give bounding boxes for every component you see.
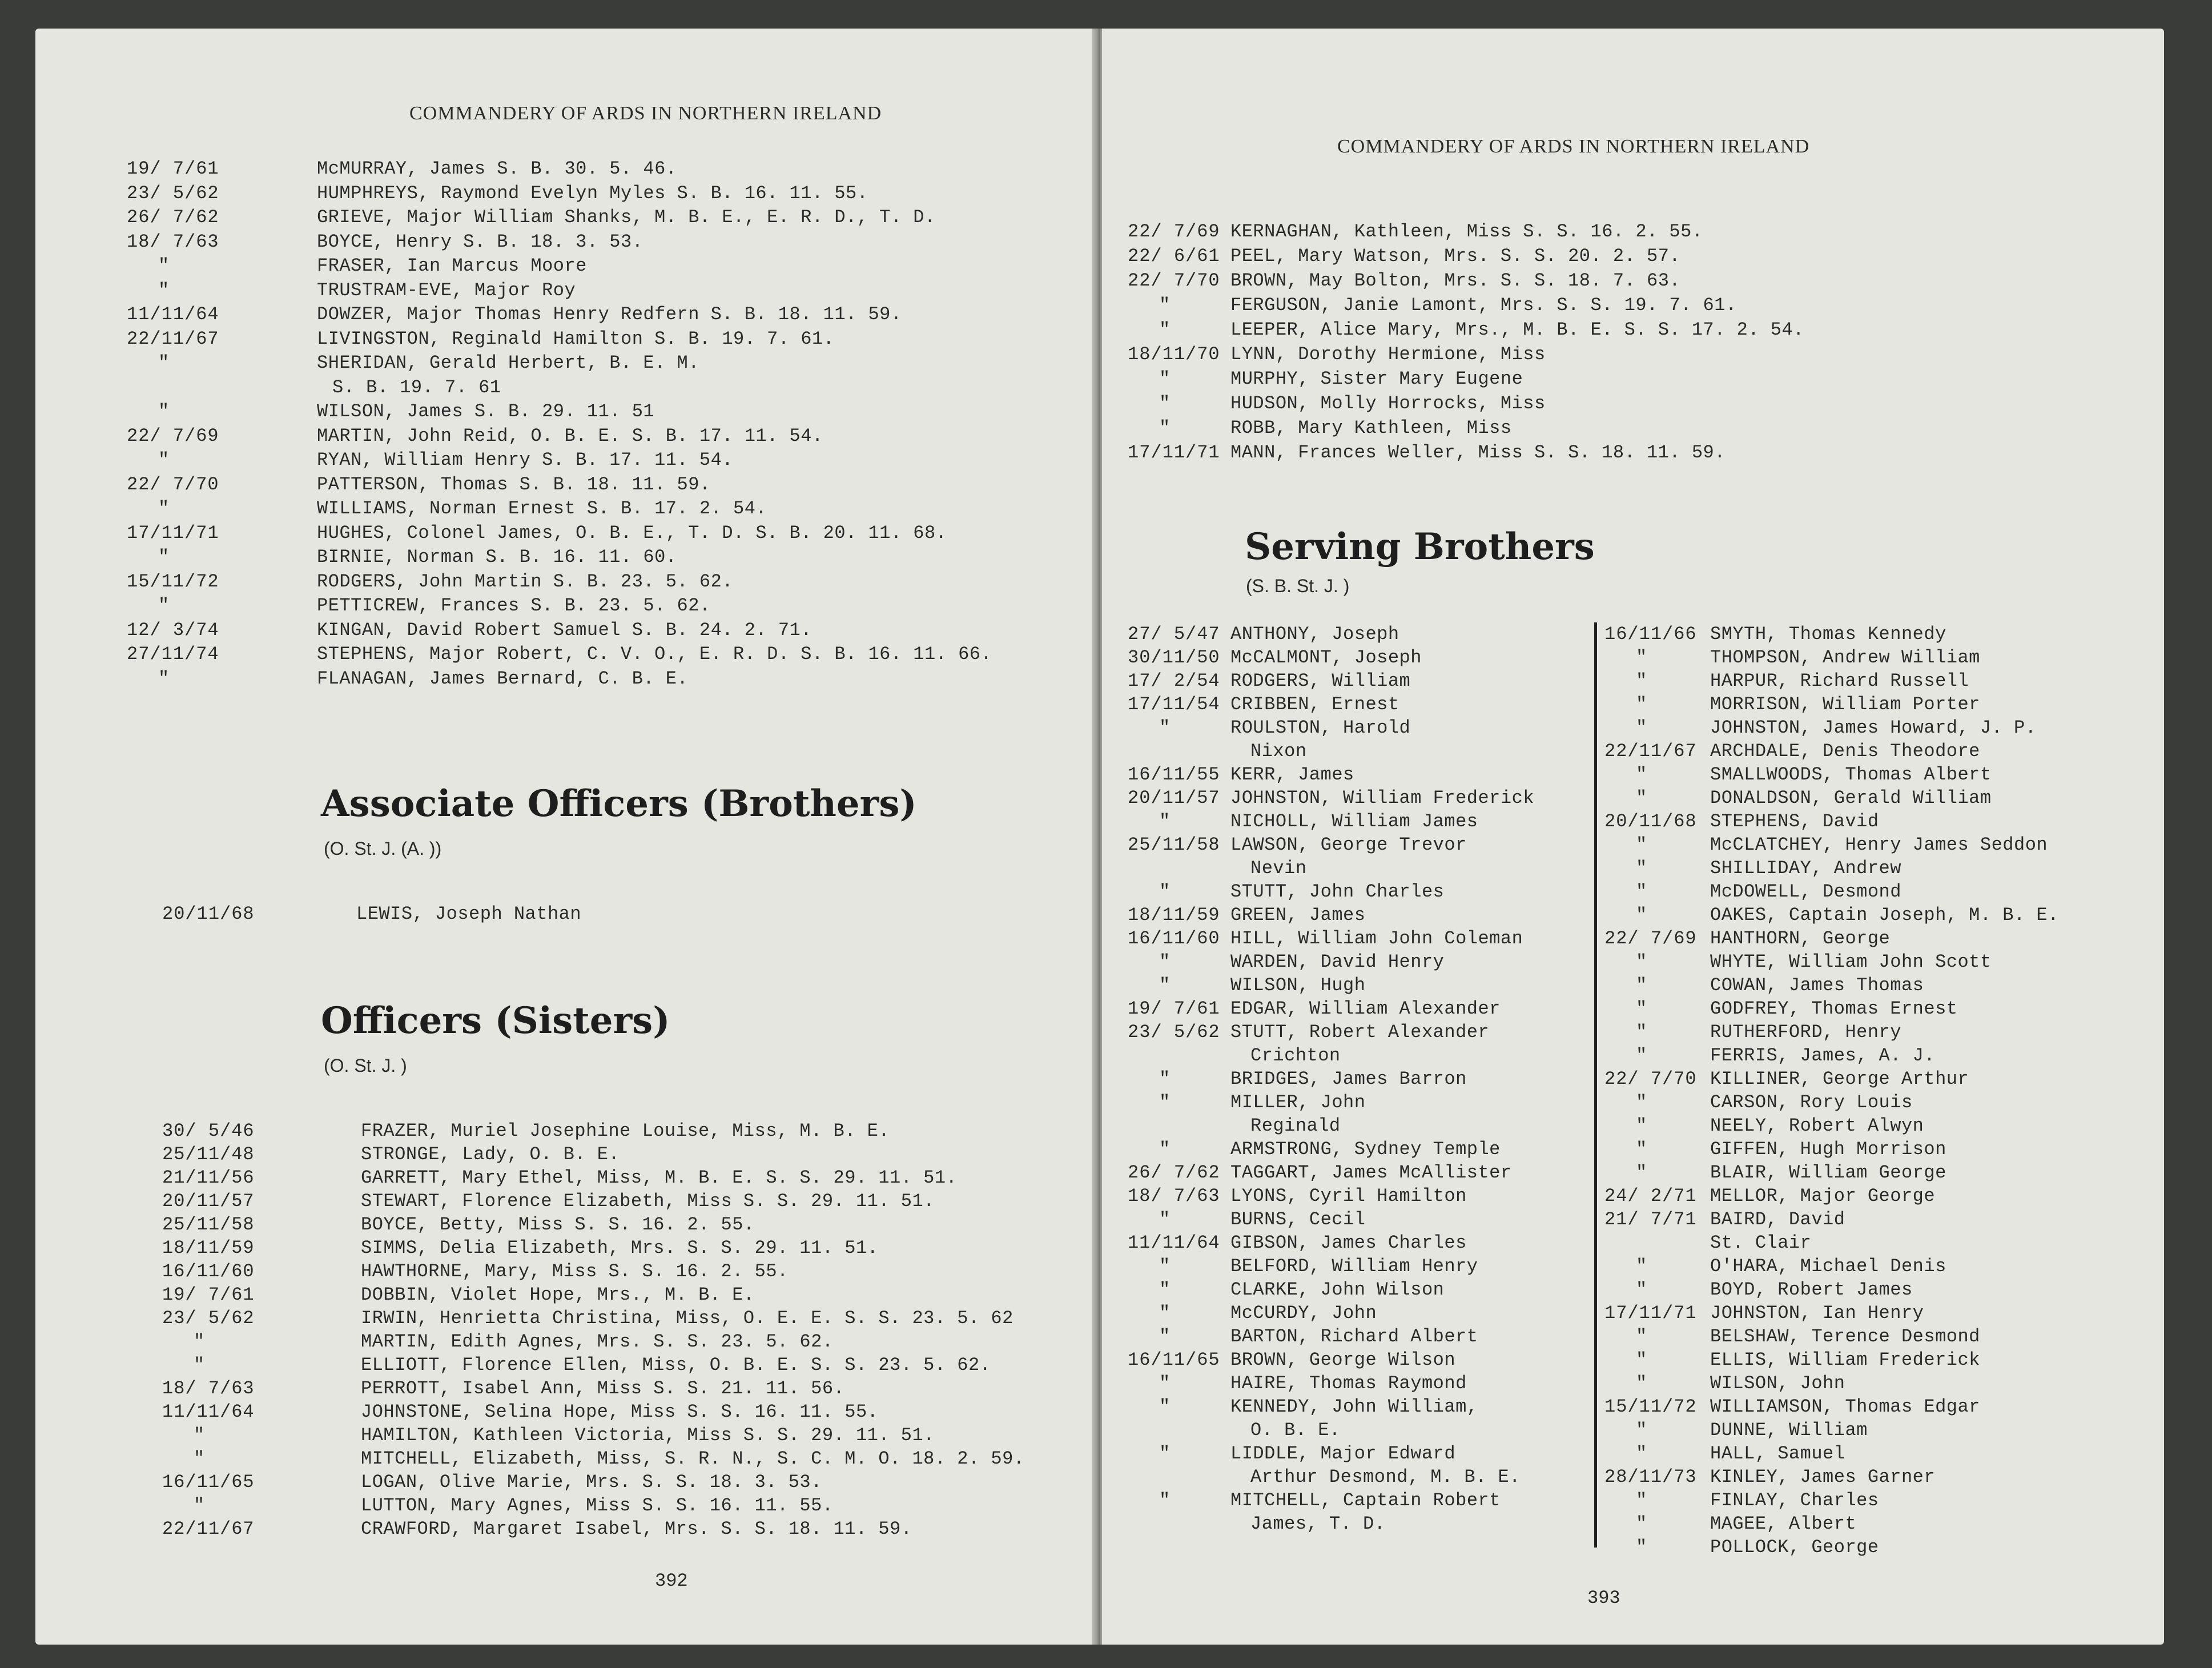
entry-name: POLLOCK, George [1710, 1537, 1879, 1558]
running-head: COMMANDERY OF ARDS IN NORTHERN IRELAND [409, 103, 882, 124]
entry-name: ANTHONY, Joseph [1230, 624, 1399, 645]
entry-name: O'HARA, Michael Denis [1710, 1256, 1946, 1277]
entry-date: " [1159, 1139, 1171, 1160]
entry-name: KINLEY, James Garner [1710, 1466, 1936, 1488]
entry-name: McCALMONT, Joseph [1230, 647, 1422, 668]
entry-date: 19/ 7/61 [162, 1284, 255, 1305]
entry-date: " [1636, 858, 1648, 879]
entry-name: STUTT, Robert Alexander [1230, 1022, 1490, 1043]
entry-date: 18/ 7/63 [127, 231, 219, 252]
entry-name: HAWTHORNE, Mary, Miss S. S. 16. 2. 55. [361, 1261, 789, 1282]
entry-name: SHILLIDAY, Andrew [1710, 858, 1901, 879]
entry-date: " [1159, 1396, 1171, 1417]
entry-date: " [158, 352, 170, 373]
entry-date: 18/ 7/63 [1128, 1185, 1220, 1207]
entry-name: WARDEN, David Henry [1230, 951, 1445, 972]
entry-name: STEWART, Florence Elizabeth, Miss S. S. 29. 11. 51. [361, 1191, 935, 1212]
entry-name: FINLAY, Charles [1710, 1490, 1879, 1511]
entry-name: CRIBBEN, Ernest [1230, 694, 1399, 715]
entry-name: MITCHELL, Captain Robert [1230, 1490, 1501, 1511]
entry-name: ARMSTRONG, Sydney Temple [1230, 1139, 1501, 1160]
entry-date: " [1636, 670, 1648, 692]
entry-date: " [1159, 1443, 1171, 1464]
entry-date: 18/11/59 [162, 1237, 255, 1259]
entry-date: " [1636, 1022, 1648, 1043]
entry-name: ROULSTON, Harold [1230, 717, 1411, 738]
entry-name: DOBBIN, Violet Hope, Mrs., M. B. E. [361, 1284, 755, 1305]
entry-name: JOHNSTON, Ian Henry [1710, 1303, 1924, 1324]
entry-date: 22/ 6/61 [1128, 246, 1220, 267]
entry-date: 27/ 5/47 [1128, 624, 1220, 645]
entry-name: McCLATCHEY, Henry James Seddon [1710, 834, 2048, 855]
entry-name: CARSON, Rory Louis [1710, 1092, 1913, 1113]
entry-date: " [1636, 1162, 1648, 1183]
section-subheading-serving: (S. B. St. J. ) [1246, 576, 1350, 596]
entry-date: 20/11/68 [1604, 811, 1697, 832]
entry-name: HARPUR, Richard Russell [1710, 670, 1969, 692]
entry-date: " [1636, 1537, 1648, 1558]
entry-date: 16/11/60 [1128, 928, 1220, 949]
entry-name: BARTON, Richard Albert [1230, 1326, 1478, 1347]
entry-date: " [1159, 1256, 1171, 1277]
entry-date: 26/ 7/62 [127, 207, 219, 228]
entry-date: 22/ 7/70 [1604, 1068, 1697, 1090]
entry-name: RODGERS, John Martin S. B. 23. 5. 62. [317, 570, 734, 592]
entry-date: " [158, 279, 170, 301]
entry-date: 20/11/57 [162, 1191, 255, 1212]
entry-date: 23/ 5/62 [127, 182, 219, 204]
entry-date: " [1159, 417, 1171, 439]
entry-name: CRAWFORD, Margaret Isabel, Mrs. S. S. 18. 11. 59. [361, 1518, 912, 1540]
entry-name: ELLIS, William Frederick [1710, 1349, 1980, 1370]
entry-date: " [158, 498, 170, 519]
entry-date: " [1159, 811, 1171, 832]
entry-name: O. B. E. [1250, 1420, 1341, 1441]
section-heading-associate: Associate Officers (Brothers) [321, 782, 917, 825]
entry-date: " [1159, 1068, 1171, 1090]
entry-name: TRUSTRAM-EVE, Major Roy [317, 279, 576, 301]
entry-date: 18/ 7/63 [162, 1378, 255, 1399]
entry-date: " [1159, 1209, 1171, 1230]
entry-name: ROBB, Mary Kathleen, Miss [1230, 417, 1512, 439]
entry-date: 19/ 7/61 [127, 158, 219, 179]
entry-date: " [1159, 368, 1171, 389]
entry-date: 18/11/70 [1128, 344, 1220, 365]
entry-date: " [1159, 1303, 1171, 1324]
entry-name: RYAN, William Henry S. B. 17. 11. 54. [317, 449, 734, 471]
entry-name: James, T. D. [1250, 1513, 1386, 1534]
entry-date: " [1636, 951, 1648, 972]
entry-date: " [1159, 1326, 1171, 1347]
entry-date: " [1636, 1490, 1648, 1511]
entry-date: 22/11/67 [162, 1518, 255, 1540]
right-page [1102, 29, 2164, 1645]
entry-date: 16/11/55 [1128, 764, 1220, 785]
entry-date: 16/11/65 [1128, 1349, 1220, 1370]
entry-date: 22/ 7/69 [1128, 221, 1220, 242]
entry-name: MELLOR, Major George [1710, 1185, 1936, 1207]
entry-date: 16/11/60 [162, 1261, 255, 1282]
entry-name: HUGHES, Colonel James, O. B. E., T. D. S. B. 20. 11. 68. [317, 522, 947, 544]
entry-name: IRWIN, Henrietta Christina, Miss, O. E. E. S. S. 23. 5. 62 [361, 1308, 1014, 1329]
entry-date: 27/11/74 [127, 644, 219, 665]
entry-date: " [1159, 951, 1171, 972]
entry-date: 11/11/64 [162, 1401, 255, 1422]
entry-name: BELFORD, William Henry [1230, 1256, 1478, 1277]
entry-name: GIFFEN, Hugh Morrison [1710, 1139, 1946, 1160]
entry-date: 30/11/50 [1128, 647, 1220, 668]
entry-date: " [1636, 717, 1648, 738]
entry-name: LIDDLE, Major Edward [1230, 1443, 1456, 1464]
entry-date: 21/11/56 [162, 1167, 255, 1188]
entry-name: GODFREY, Thomas Ernest [1710, 998, 1958, 1019]
entry-name: HUDSON, Molly Horrocks, Miss [1230, 393, 1546, 414]
entry-name: LAWSON, George Trevor [1230, 834, 1467, 855]
entry-name: Crichton [1250, 1045, 1341, 1066]
entry-date: 16/11/65 [162, 1472, 255, 1493]
entry-name: SMYTH, Thomas Kennedy [1710, 624, 1946, 645]
entry-date: 17/11/71 [1128, 442, 1220, 463]
entry-name: DOWZER, Major Thomas Henry Redfern S. B. 18. 11. 59. [317, 304, 902, 325]
entry-date: " [1159, 1092, 1171, 1113]
running-head: COMMANDERY OF ARDS IN NORTHERN IRELAND [1337, 136, 1810, 157]
entry-date: " [158, 668, 170, 689]
entry-name: SIMMS, Delia Elizabeth, Mrs. S. S. 29. 11. 51. [361, 1237, 879, 1259]
entry-date: 23/ 5/62 [162, 1308, 255, 1329]
entry-date: 17/ 2/54 [1128, 670, 1220, 692]
entry-date: 22/ 7/70 [127, 473, 219, 495]
entry-date: " [1159, 295, 1171, 316]
entry-name: KERNAGHAN, Kathleen, Miss S. S. 16. 2. 55. [1230, 221, 1703, 242]
entry-name: McDOWELL, Desmond [1710, 881, 1901, 902]
entry-name: SMALLWOODS, Thomas Albert [1710, 764, 1992, 785]
entry-date: " [194, 1495, 206, 1516]
entry-date: " [1159, 393, 1171, 414]
entry-date: 12/ 3/74 [127, 619, 219, 641]
entry-name: Nevin [1250, 858, 1307, 879]
entry-name: LEWIS, Joseph Nathan [356, 903, 582, 925]
entry-date: " [194, 1448, 206, 1469]
entry-name: WILSON, John [1710, 1373, 1845, 1394]
entry-name: LYONS, Cyril Hamilton [1230, 1185, 1467, 1207]
entry-name: BAIRD, David [1710, 1209, 1845, 1230]
entry-name: WILSON, James S. B. 29. 11. 51 [317, 401, 655, 422]
entry-date: " [158, 546, 170, 568]
section-heading-serving: Serving Brothers [1245, 525, 1595, 568]
entry-name: LIVINGSTON, Reginald Hamilton S. B. 19. 7. 61. [317, 328, 835, 349]
entry-date: " [1159, 1373, 1171, 1394]
entry-name: DONALDSON, Gerald William [1710, 787, 1992, 809]
entry-date: " [1159, 1490, 1171, 1511]
entry-name: MARTIN, Edith Agnes, Mrs. S. S. 23. 5. 62. [361, 1331, 834, 1352]
entry-date: " [1636, 787, 1648, 809]
entry-date: " [1636, 764, 1648, 785]
entry-date: 15/11/72 [127, 570, 219, 592]
entry-date: 20/11/57 [1128, 787, 1220, 809]
entry-name: WILLIAMSON, Thomas Edgar [1710, 1396, 1980, 1417]
entry-name: WILSON, Hugh [1230, 975, 1366, 996]
entry-date: " [1636, 647, 1648, 668]
entry-date: " [1636, 1443, 1648, 1464]
entry-name: McMURRAY, James S. B. 30. 5. 46. [317, 158, 677, 179]
entry-date: " [158, 449, 170, 471]
entry-name: MAGEE, Albert [1710, 1513, 1857, 1534]
entry-name: THOMPSON, Andrew William [1710, 647, 1980, 668]
entry-name: FERGUSON, Janie Lamont, Mrs. S. S. 19. 7. 61. [1230, 295, 1737, 316]
entry-name: FRASER, Ian Marcus Moore [317, 255, 587, 276]
entry-name: WILLIAMS, Norman Ernest S. B. 17. 2. 54. [317, 498, 767, 519]
entry-name: LOGAN, Olive Marie, Mrs. S. S. 18. 3. 53. [361, 1472, 822, 1493]
entry-name: JOHNSTON, William Frederick [1230, 787, 1534, 809]
entry-name: Reginald [1250, 1115, 1341, 1136]
section-heading-sisters: Officers (Sisters) [321, 999, 670, 1042]
entry-date: " [1636, 1256, 1648, 1277]
entry-name: STEPHENS, Major Robert, C. V. O., E. R. D. S. B. 16. 11. 66. [317, 644, 992, 665]
entry-date: " [1636, 834, 1648, 855]
entry-name: PATTERSON, Thomas S. B. 18. 11. 59. [317, 473, 711, 495]
entry-date: 18/11/59 [1128, 905, 1220, 926]
entry-date: " [1636, 1279, 1648, 1300]
entry-date: 22/11/67 [127, 328, 219, 349]
entry-name: LYNN, Dorothy Hermione, Miss [1230, 344, 1546, 365]
entry-name: JOHNSTON, James Howard, J. P. [1710, 717, 2037, 738]
entry-name: KILLINER, George Arthur [1710, 1068, 1969, 1090]
entry-date: 19/ 7/61 [1128, 998, 1220, 1019]
entry-name: BROWN, George Wilson [1230, 1349, 1456, 1370]
entry-date: 22/ 7/69 [127, 425, 219, 447]
column-divider [1594, 622, 1597, 1548]
entry-name: GARRETT, Mary Ethel, Miss, M. B. E. S. S. 29. 11. 51. [361, 1167, 958, 1188]
entry-name: DUNNE, William [1710, 1420, 1868, 1441]
entry-name: HANTHORN, George [1710, 928, 1891, 949]
entry-date: " [194, 1331, 206, 1352]
entry-date: " [1636, 1373, 1648, 1394]
entry-name: GRIEVE, Major William Shanks, M. B. E., E. R. D., T. D. [317, 207, 936, 228]
entry-name: St. Clair [1710, 1232, 1812, 1253]
entry-date: 26/ 7/62 [1128, 1162, 1220, 1183]
entry-date: " [1636, 905, 1648, 926]
entry-name: McCURDY, John [1230, 1303, 1377, 1324]
entry-name: BOYCE, Henry S. B. 18. 3. 53. [317, 231, 644, 252]
entry-date: 11/11/64 [1128, 1232, 1220, 1253]
entry-date: " [1159, 717, 1171, 738]
section-subheading-associate: (O. St. J. (A. )) [324, 838, 442, 859]
entry-name: BURNS, Cecil [1230, 1209, 1366, 1230]
entry-date: " [1636, 975, 1648, 996]
entry-date: " [1636, 881, 1648, 902]
entry-date: 21/ 7/71 [1604, 1209, 1697, 1230]
entry-name: TAGGART, James McAllister [1230, 1162, 1512, 1183]
entry-name: BRIDGES, James Barron [1230, 1068, 1467, 1090]
entry-date: 28/11/73 [1604, 1466, 1697, 1488]
entry-name: CLARKE, John Wilson [1230, 1279, 1445, 1300]
entry-name: RODGERS, William [1230, 670, 1411, 692]
entry-name: GREEN, James [1230, 905, 1366, 926]
entry-name: BELSHAW, Terence Desmond [1710, 1326, 1980, 1347]
entry-date: " [1636, 1420, 1648, 1441]
entry-name: KERR, James [1230, 764, 1354, 785]
entry-date: " [194, 1355, 206, 1376]
entry-name: ARCHDALE, Denis Theodore [1710, 741, 1980, 762]
entry-name: BOYCE, Betty, Miss S. S. 16. 2. 55. [361, 1214, 755, 1235]
entry-date: 25/11/58 [1128, 834, 1220, 855]
entry-name: SHERIDAN, Gerald Herbert, B. E. M. [317, 352, 699, 373]
entry-date: 25/11/48 [162, 1144, 255, 1165]
entry-date: 17/11/54 [1128, 694, 1220, 715]
entry-date: 24/ 2/71 [1604, 1185, 1697, 1207]
entry-name: BOYD, Robert James [1710, 1279, 1913, 1300]
entry-name: Nixon [1250, 741, 1307, 762]
entry-name: BIRNIE, Norman S. B. 16. 11. 60. [317, 546, 677, 568]
entry-name: MILLER, John [1230, 1092, 1366, 1113]
entry-name: MURPHY, Sister Mary Eugene [1230, 368, 1523, 389]
entry-date: " [1636, 998, 1648, 1019]
entry-date: " [1636, 1092, 1648, 1113]
left-page [35, 29, 1096, 1645]
entry-name: JOHNSTONE, Selina Hope, Miss S. S. 16. 11. 55. [361, 1401, 879, 1422]
entry-name: GIBSON, James Charles [1230, 1232, 1467, 1253]
page-number: 393 [1587, 1587, 1620, 1609]
entry-name: HILL, William John Coleman [1230, 928, 1523, 949]
entry-name: MANN, Frances Weller, Miss S. S. 18. 11. 59. [1230, 442, 1726, 463]
entry-name: FERRIS, James, A. J. [1710, 1045, 1936, 1066]
entry-name: WHYTE, William John Scott [1710, 951, 1992, 972]
entry-date: " [1159, 1279, 1171, 1300]
entry-date: 22/ 7/70 [1128, 270, 1220, 291]
entry-date: " [1159, 975, 1171, 996]
entry-date: " [1636, 1045, 1648, 1066]
entry-name: Arthur Desmond, M. B. E. [1250, 1466, 1521, 1488]
entry-name: NICHOLL, William James [1230, 811, 1478, 832]
entry-name: KENNEDY, John William, [1230, 1396, 1478, 1417]
entry-name: LUTTON, Mary Agnes, Miss S. S. 16. 11. 55. [361, 1495, 834, 1516]
entry-name: MARTIN, John Reid, O. B. E. S. B. 17. 11. 54. [317, 425, 823, 447]
entry-date: " [1636, 1115, 1648, 1136]
entry-name: LEEPER, Alice Mary, Mrs., M. B. E. S. S. 17. 2. 54. [1230, 319, 1804, 340]
entry-name: STEPHENS, David [1710, 811, 1879, 832]
entry-name: FRAZER, Muriel Josephine Louise, Miss, M. B. E. [361, 1120, 890, 1142]
entry-name: PETTICREW, Frances S. B. 23. 5. 62. [317, 595, 711, 616]
entry-date: 11/11/64 [127, 304, 219, 325]
entry-date: 30/ 5/46 [162, 1120, 255, 1142]
entry-name: HUMPHREYS, Raymond Evelyn Myles S. B. 16. 11. 55. [317, 182, 868, 204]
page-number: 392 [655, 1570, 688, 1591]
entry-name: KINGAN, David Robert Samuel S. B. 24. 2. 71. [317, 619, 812, 641]
entry-name: PERROTT, Isabel Ann, Miss S. S. 21. 11. 56. [361, 1378, 845, 1399]
entry-name: BROWN, May Bolton, Mrs. S. S. 18. 7. 63. [1230, 270, 1681, 291]
entry-date: 17/11/71 [127, 522, 219, 544]
entry-date: 23/ 5/62 [1128, 1022, 1220, 1043]
entry-date: " [158, 595, 170, 616]
entry-date: " [1636, 1349, 1648, 1370]
entry-date: " [1159, 881, 1171, 902]
entry-name: OAKES, Captain Joseph, M. B. E. [1710, 905, 2059, 926]
entry-date: 22/ 7/69 [1604, 928, 1697, 949]
entry-date: " [158, 255, 170, 276]
entry-name: HALL, Samuel [1710, 1443, 1845, 1464]
entry-date: 17/11/71 [1604, 1303, 1697, 1324]
entry-name: HAMILTON, Kathleen Victoria, Miss S. S. 29. 11. 51. [361, 1425, 935, 1446]
entry-date: " [1636, 694, 1648, 715]
entry-name: RUTHERFORD, Henry [1710, 1022, 1901, 1043]
entry-date: 25/11/58 [162, 1214, 255, 1235]
entry-date: " [158, 401, 170, 422]
entry-name: MITCHELL, Elizabeth, Miss, S. R. N., S. C. M. O. 18. 2. 59. [361, 1448, 1025, 1469]
section-subheading-sisters: (O. St. J. ) [324, 1055, 407, 1076]
entry-name: FLANAGAN, James Bernard, C. B. E. [317, 668, 689, 689]
entry-date: 16/11/66 [1604, 624, 1697, 645]
entry-name: STRONGE, Lady, O. B. E. [361, 1144, 620, 1165]
entry-name: NEELY, Robert Alwyn [1710, 1115, 1924, 1136]
entry-name: HAIRE, Thomas Raymond [1230, 1373, 1467, 1394]
entry-name: S. B. 19. 7. 61 [332, 376, 501, 398]
entry-name: MORRISON, William Porter [1710, 694, 1980, 715]
entry-name: ELLIOTT, Florence Ellen, Miss, O. B. E. S. S. 23. 5. 62. [361, 1355, 991, 1376]
entry-name: COWAN, James Thomas [1710, 975, 1924, 996]
entry-date: 22/11/67 [1604, 741, 1697, 762]
entry-date: " [1636, 1139, 1648, 1160]
entry-date: 20/11/68 [162, 903, 255, 925]
entry-name: PEEL, Mary Watson, Mrs. S. S. 20. 2. 57. [1230, 246, 1681, 267]
entry-name: EDGAR, William Alexander [1230, 998, 1501, 1019]
entry-date: " [1636, 1326, 1648, 1347]
entry-name: BLAIR, William George [1710, 1162, 1946, 1183]
entry-date: " [194, 1425, 206, 1446]
entry-date: " [1636, 1513, 1648, 1534]
entry-date: " [1159, 319, 1171, 340]
entry-name: STUTT, John Charles [1230, 881, 1445, 902]
entry-date: 15/11/72 [1604, 1396, 1697, 1417]
